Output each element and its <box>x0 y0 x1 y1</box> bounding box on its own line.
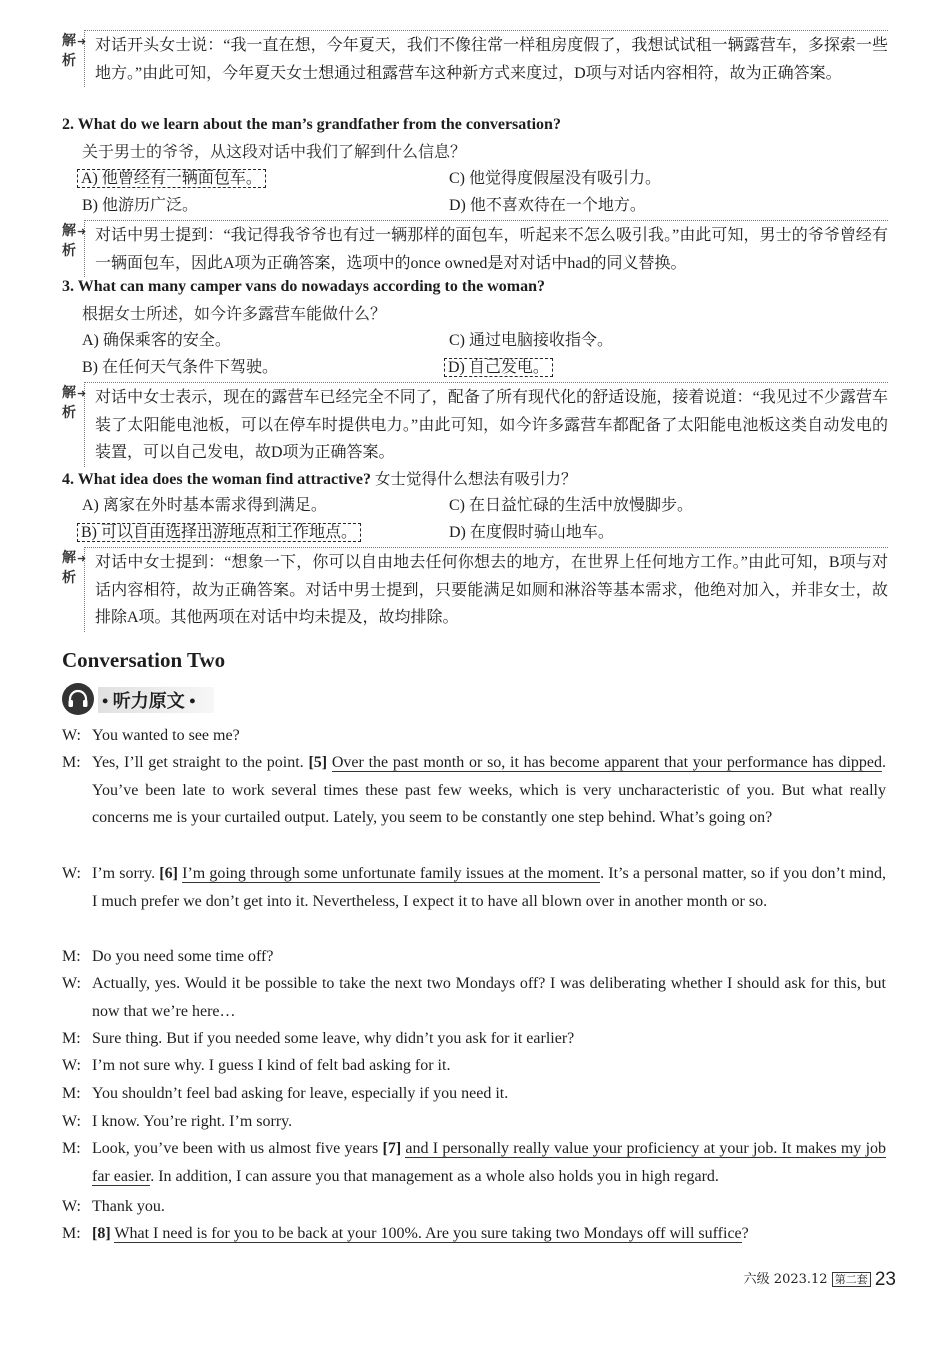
option-3d <box>449 357 553 379</box>
text-segment: . It’s a personal matter, so if you don’t mind, I much prefer we don’t get into it. Nevertheless, I expect it to have all blown over in another month or so. <box>92 865 886 910</box>
dialogue-text <box>92 1193 886 1221</box>
underlined-key-sentence: What I need is for you to be back at your 100%. Are you sure taking two Mondays off will suffice <box>114 1225 742 1242</box>
arrow-icon: ➜ <box>77 553 87 565</box>
option-4b <box>82 522 361 544</box>
analysis-label: 解析 <box>62 34 76 69</box>
analysis-block-1 <box>62 30 888 112</box>
section-title: Conversation Two <box>62 648 226 672</box>
text-segment: I know. You’re right. I’m sorry. <box>92 1113 293 1130</box>
speaker-label: M: <box>62 1085 81 1102</box>
dialogue-line <box>62 1193 886 1221</box>
analysis-block-3 <box>62 382 888 466</box>
dialogue-text <box>92 1135 886 1190</box>
correct-answer-box: A) 他曾经有一辆面包车。 <box>77 169 266 188</box>
dialogue-text <box>92 1220 886 1248</box>
question-4: 4. What idea does the woman find attractive? 女士觉得什么想法有吸引力？ <box>62 470 577 488</box>
speaker-label: M: <box>62 754 81 771</box>
speaker-label: M: <box>62 1140 81 1157</box>
option-4d: D) 在度假时骑山地车。 <box>449 524 614 541</box>
dialogue-text <box>92 722 886 750</box>
speaker-label: W: <box>62 1198 81 1215</box>
dialogue-line <box>62 1135 886 1190</box>
text-segment: Look, you’ve been with us almost five years <box>92 1140 383 1157</box>
dialogue-line <box>62 943 886 971</box>
text-segment: You wanted to see me? <box>92 727 240 744</box>
analysis-block-2 <box>62 220 888 276</box>
correct-answer-box: D) 自己发电。 <box>444 358 553 377</box>
question-3-translation: 根据女士所述，如今许多露营车能做什么？ <box>82 304 387 323</box>
underlined-key-sentence: and I personally really value your proficiency at your job. It makes my job far easier <box>92 1140 887 1185</box>
analysis-text: 对话中女士提到：“想象一下，你可以自由地去任何你想去的地方，在世界上任何地方工作。”由此可知，B项与对话内容相符，故为正确答案。对话中男士提到，只要能满足如厕和淋浴等基本需求，他绝对加入，并非女士，故排除A项。其他两项在对话中均未提及，故均排除。 <box>84 547 888 632</box>
question-2-translation: 关于男士的爷爷，从这段对话中我们了解到什么信息？ <box>82 142 467 161</box>
dialogue-text <box>92 1080 886 1108</box>
text-segment: . In addition, I can assure you that management as a whole also holds you in high regard. <box>150 1167 719 1185</box>
option-3b: B) 在任何天气条件下驾驶。 <box>82 359 279 376</box>
dialogue-line <box>62 1108 886 1136</box>
option-3a: A) 确保乘客的安全。 <box>82 332 231 349</box>
dialogue-text <box>92 1108 886 1136</box>
audio-transcript-label: • 听力原文 • <box>98 687 214 713</box>
question-number-marker: [6] <box>159 865 178 882</box>
dialogue-text <box>92 749 886 832</box>
question-number-marker: [7] <box>382 1140 402 1157</box>
arrow-icon: ➜ <box>77 388 87 400</box>
text-segment: Yes, I’ll get straight to the point. <box>92 754 309 771</box>
analysis-text: 对话中男士提到：“我记得我爷爷也有过一辆那样的面包车，听起来不怎么吸引我。”由此可知，男士的爷爷曾经有一辆面包车，因此A项为正确答案，选项中的once owned是对对话中had的同义替换。 <box>84 220 888 277</box>
headphone-icon <box>62 683 94 715</box>
dialogue-line <box>62 1052 886 1080</box>
arrow-icon: ➜ <box>77 36 87 48</box>
text-segment: Actually, yes. Would it be possible to take the next two Mondays off? I was deliberating whether I should ask for this, but now that we’re here… <box>92 975 886 1020</box>
speaker-label: M: <box>62 1225 81 1242</box>
dialogue-text <box>92 970 886 1025</box>
speaker-label: W: <box>62 727 81 744</box>
page-number: 23 <box>874 1269 896 1290</box>
text-segment: I’m not sure why. I guess I kind of felt bad asking for it. <box>92 1057 451 1074</box>
speaker-label: W: <box>62 1113 81 1130</box>
set-tag: 第二套 <box>832 1272 871 1287</box>
option-2b: B) 他游历广泛。 <box>82 197 199 214</box>
speaker-label: W: <box>62 975 81 992</box>
option-2c: C) 他觉得度假屋没有吸引力。 <box>449 170 662 187</box>
analysis-text: 对话中女士表示，现在的露营车已经完全不同了，配备了所有现代化的舒适设施，接着说道：“我见过不少露营车装了太阳能电池板，可以在停车时提供电力。”由此可知，如今许多露营车都配备了太阳能电池板这类自动发电的装置，可以自己发电，故D项为正确答案。 <box>84 382 888 467</box>
underlined-key-sentence: I’m going through some unfortunate family issues at the moment <box>182 865 601 882</box>
analysis-text: 对话开头女士说：“我一直在想，今年夏天，我们不像往常一样租房度假了，我想试试租一辆露营车，多探索一些地方。”由此可知，今年夏天女士想通过租露营车这种新方式来度过，D项与对话内容相符，故为正确答案。 <box>84 30 888 87</box>
dialogue-line <box>62 1220 886 1248</box>
text-segment: I’m sorry. <box>92 865 160 882</box>
text-segment: . You’ve been late to work several times these past few weeks, which is very uncharacteristic of you. But what really concerns me is your curtailed output. Lately, you seem to be constantly one step behind. What’s going on? <box>92 754 887 827</box>
analysis-block-4 <box>62 547 888 631</box>
text-segment: Thank you. <box>92 1198 165 1215</box>
dialogue-text <box>92 1052 886 1080</box>
speaker-label: M: <box>62 948 81 965</box>
dialogue-line <box>62 1025 886 1053</box>
underlined-key-sentence: Over the past month or so, it has become apparent that your performance has dipped <box>331 754 883 771</box>
speaker-label: W: <box>62 865 81 882</box>
question-number-marker: [8] <box>92 1225 111 1242</box>
page-footer <box>744 1268 896 1291</box>
question-3: 3. What can many camper vans do nowadays according to the woman? <box>62 278 545 295</box>
text-segment: You shouldn’t feel bad asking for leave, especially if you need it. <box>92 1085 509 1102</box>
dialogue-text <box>92 860 886 915</box>
question-number-marker: [5] <box>308 754 328 771</box>
analysis-label: 解析 <box>62 224 76 259</box>
analysis-label: 解析 <box>62 551 76 586</box>
dialogue-line <box>62 722 886 750</box>
text-segment: Do you need some time off? <box>92 948 274 965</box>
speaker-label: W: <box>62 1057 81 1074</box>
text-segment: ? <box>741 1225 749 1242</box>
analysis-label: 解析 <box>62 386 76 421</box>
option-3c: C) 通过电脑接收指令。 <box>449 332 614 349</box>
correct-answer-box: B) 可以自由选择出游地点和工作地点。 <box>77 523 361 542</box>
dialogue-line <box>62 1080 886 1108</box>
dialogue-line <box>62 749 886 832</box>
dialogue-line <box>62 970 886 1025</box>
exam-label: 六级 2023.12 <box>743 1272 828 1287</box>
option-2a <box>82 168 266 190</box>
dialogue-text <box>92 943 886 971</box>
arrow-icon: ➜ <box>77 226 87 238</box>
option-4a: A) 离家在外时基本需求得到满足。 <box>82 497 327 514</box>
dialogue-line <box>62 860 886 915</box>
question-2: 2. What do we learn about the man’s grandfather from the conversation? <box>62 116 561 133</box>
dialogue-text <box>92 1025 886 1053</box>
option-4c: C) 在日益忙碌的生活中放慢脚步。 <box>449 497 694 514</box>
speaker-label: M: <box>62 1030 81 1047</box>
option-2d: D) 他不喜欢待在一个地方。 <box>449 197 646 214</box>
text-segment: Sure thing. But if you needed some leave, why didn’t you ask for it earlier? <box>92 1030 575 1047</box>
